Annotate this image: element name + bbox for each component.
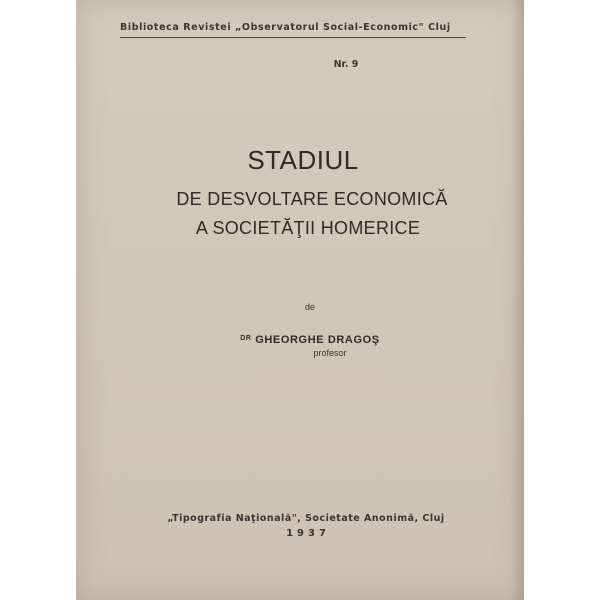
series-line: Biblioteca Revistei „Observatorul Social-Economic" Cluj xyxy=(120,22,451,33)
subtitle-line-1: DE DESVOLTARE ECONOMICĂ xyxy=(176,189,448,209)
by-label: de xyxy=(304,302,315,312)
publication-year: 1937 xyxy=(286,528,330,539)
header-rule xyxy=(120,37,466,38)
author-line xyxy=(76,334,524,346)
author-role: profesor xyxy=(313,348,347,358)
author-name: GHEORGHE DRAGOŞ xyxy=(255,334,380,346)
subtitle-line-2: A SOCIETĂŢII HOMERICE xyxy=(195,218,421,238)
book-title-page xyxy=(76,0,524,600)
author-prefix: DR xyxy=(240,335,252,342)
book-title: STADIUL xyxy=(247,145,359,175)
printer-line: „Tipografia Naţională", Societate Anonimă, Cluj xyxy=(167,513,445,524)
issue-number: Nr. 9 xyxy=(333,59,359,70)
